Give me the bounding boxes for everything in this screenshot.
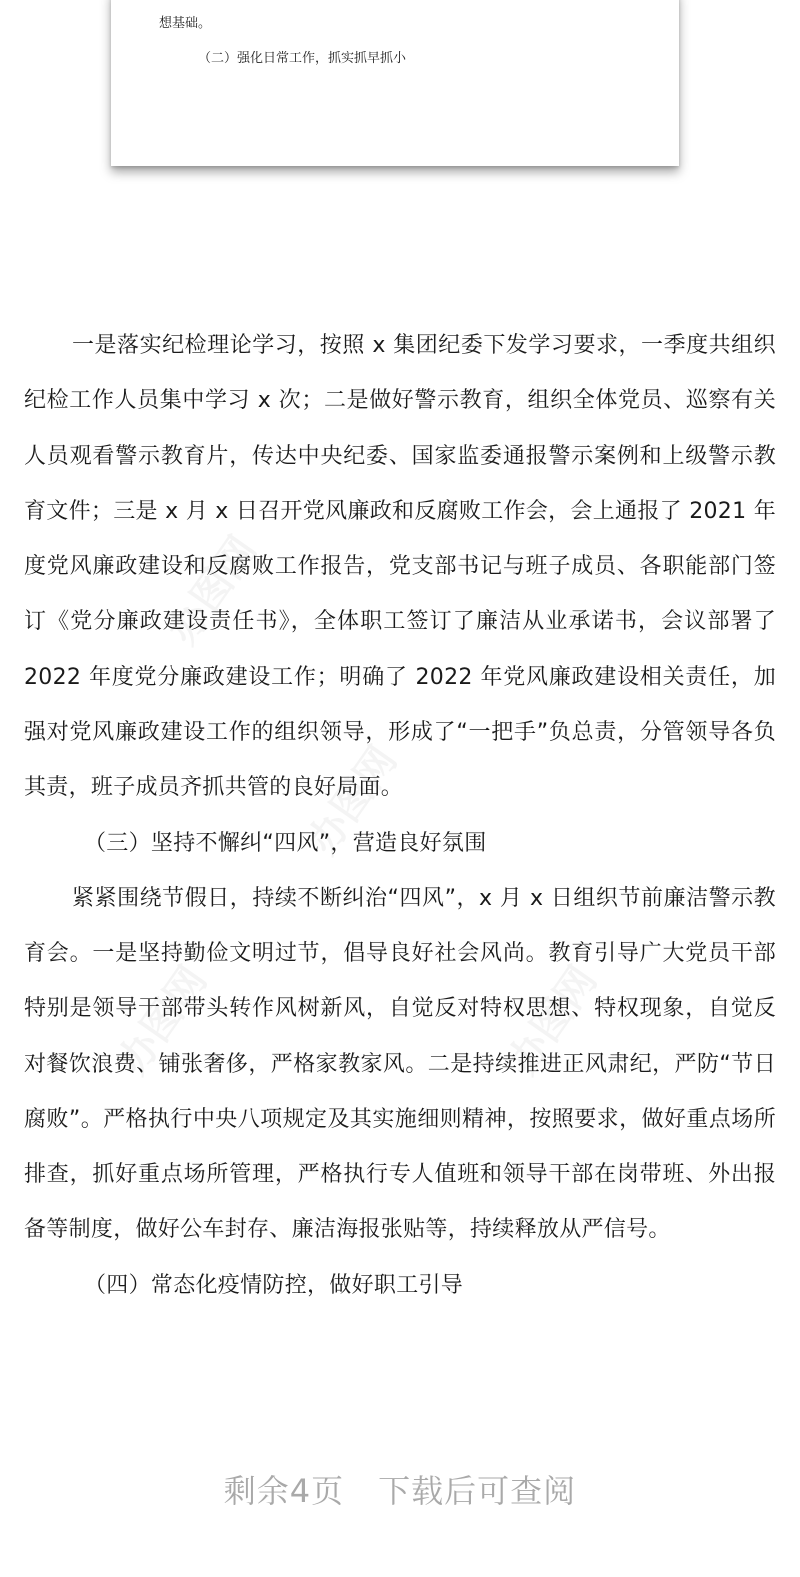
preview-text-line: 想基础。 — [159, 16, 212, 31]
heading-section-three: （三）坚持不懈纠“四风”，营造良好氛围 — [84, 830, 487, 856]
document-body — [24, 318, 776, 1313]
preview-heading: （二）强化日常工作，抓实抓早抓小 — [198, 51, 407, 66]
heading-section-four: （四）常态化疫情防控，做好职工引导 — [84, 1272, 464, 1298]
remaining-pages-text: 剩余4页 — [223, 1472, 345, 1510]
page-preview-card — [111, 0, 679, 166]
paragraph-section-two: 一是落实纪检理论学习，按照 x 集团纪委下发学习要求，一季度共组织纪检工作人员集中学习 x 次；二是做好警示教育，组织全体党员、巡察有关人员观看警示教育片，传达中央纪委、国家监委通报警示案例和上级警示教育文件；三是 x 月 x 日召开党风廉政和反腐败工作会，会上通报了 2021 年度党风廉政建设和反腐败工作报告，党支部书记与班子成员、各职能部门签订《党分廉政建设责任书》，全体职工签订了廉洁从业承诺书，会议部署了 2022 年度党分廉政建设工作；明确了 2022 年党风廉政建设相关责任，加强对党风廉政建设工作的组织领导，形成了“一把手”负总责，分管领导各负其责，班子成员齐抓共管的良好局面。 — [24, 333, 776, 801]
download-prompt[interactable] — [0, 1466, 800, 1512]
paragraph-section-three: 紧紧围绕节假日，持续不断纠治“四风”，x 月 x 日组织节前廉洁警示教育会。一是坚持勤俭文明过节，倡导良好社会风尚。教育引导广大党员干部特别是领导干部带头转作风树新风，自觉反对特权思想、特权现象，自觉反对餐饮浪费、铺张奢侈，严格家教家风。二是持续推进正风肃纪，严防“节日腐败”。严格执行中央八项规定及其实施细则精神，按照要求，做好重点场所排查，抓好重点场所管理，严格执行专人值班和领导干部在岗带班、外出报备等制度，做好公车封存、廉洁海报张贴等，持续释放从严信号。 — [24, 885, 776, 1243]
download-to-view-text: 下载后可查阅 — [378, 1472, 577, 1510]
